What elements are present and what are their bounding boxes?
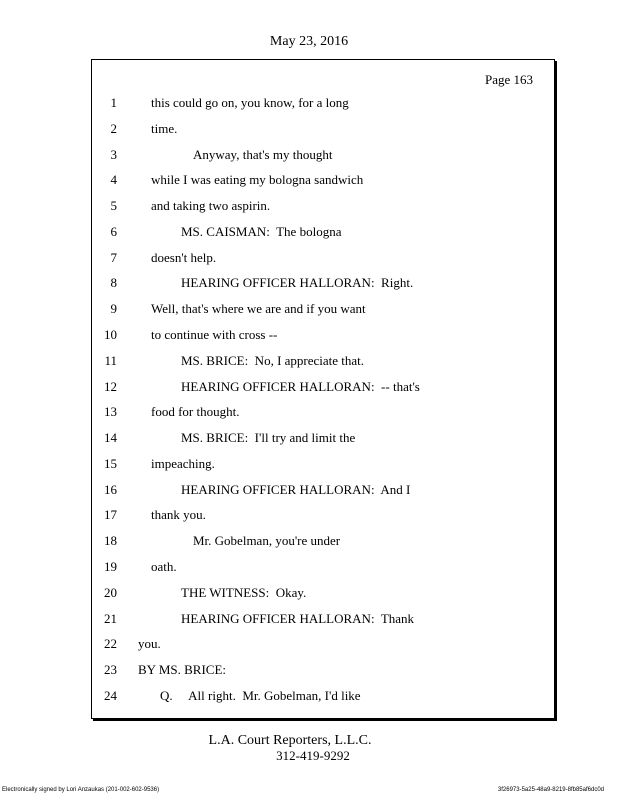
line-number: 2: [110, 120, 117, 136]
footer-phone: 312-419-9292: [276, 748, 350, 763]
line-number: 13: [104, 404, 117, 420]
line-number: 3: [110, 146, 117, 162]
line-text: while I was eating my bologna sandwich: [151, 172, 364, 188]
line-text: Mr. Gobelman, you're under: [193, 533, 341, 549]
line-number: 18: [104, 533, 117, 549]
line-text: HEARING OFFICER HALLORAN: And I: [181, 481, 411, 497]
line-text: Well, that's where we are and if you want: [151, 301, 366, 317]
line-text: THE WITNESS: Okay.: [181, 584, 307, 600]
line-number: 6: [110, 223, 117, 239]
line-text: BY MS. BRICE:: [138, 662, 227, 678]
line-number: 19: [104, 559, 117, 575]
line-number: 11: [104, 352, 117, 368]
line-text: and taking two aspirin.: [151, 198, 271, 214]
line-text: time.: [151, 120, 178, 136]
line-number: 16: [104, 481, 117, 497]
line-number: 14: [104, 430, 117, 446]
line-text: food for thought.: [151, 404, 240, 420]
line-number: 4: [110, 172, 117, 188]
line-number: 21: [104, 610, 117, 626]
line-number: 15: [104, 455, 117, 471]
line-number: 22: [104, 636, 117, 652]
signature-note: Electronically signed by Lori Anzaukas (201-002-602-9536): [2, 787, 160, 793]
transcript-page: [91, 59, 555, 719]
line-text: thank you.: [151, 507, 206, 523]
line-number: 20: [104, 584, 117, 600]
line-number: 7: [110, 249, 117, 265]
line-number: 24: [104, 687, 117, 703]
line-number: 1: [110, 95, 117, 110]
line-text: you.: [138, 636, 161, 652]
line-text: HEARING OFFICER HALLORAN: Thank: [181, 610, 415, 626]
page-number: Page 163: [484, 72, 533, 87]
transcript-date: May 23, 2016: [269, 34, 349, 49]
footer-company: L.A. Court Reporters, L.L.C.: [208, 733, 372, 748]
line-number: 9: [110, 301, 117, 317]
line-text: oath.: [151, 559, 177, 575]
line-text: impeaching.: [151, 455, 215, 471]
line-text: MS. BRICE: I'll try and limit the: [181, 430, 356, 446]
line-text: MS. BRICE: No, I appreciate that.: [181, 352, 365, 368]
line-text: MS. CAISMAN: The bologna: [181, 223, 342, 239]
line-text: HEARING OFFICER HALLORAN: -- that's: [181, 378, 420, 394]
line-number: 23: [104, 662, 117, 678]
line-text: to continue with cross --: [151, 327, 278, 343]
line-number: 12: [104, 378, 117, 394]
line-number: 5: [110, 198, 117, 214]
line-text: doesn't help.: [151, 249, 217, 265]
line-number: 10: [104, 327, 117, 343]
document-hash: 3f26973-5a25-48a9-8219-8fb85af6dc0d: [497, 787, 604, 793]
line-text: HEARING OFFICER HALLORAN: Right.: [181, 275, 414, 291]
line-number: 8: [110, 275, 117, 291]
line-text: Anyway, that's my thought: [193, 146, 333, 162]
line-text: this could go on, you know, for a long: [151, 95, 349, 110]
line-number: 17: [104, 507, 117, 523]
line-text: Q. All right. Mr. Gobelman, I'd like: [160, 687, 361, 703]
